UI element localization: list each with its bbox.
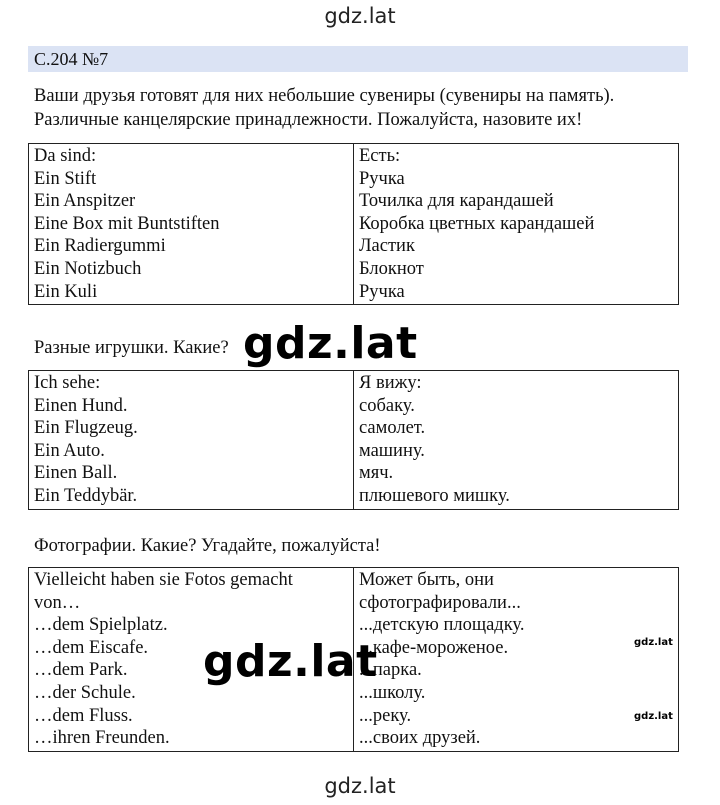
german-cell: Da sind: — [34, 146, 97, 166]
russian-cell: Коробка цветных карандашей — [359, 213, 595, 234]
german-cell: Ich sehe: — [34, 373, 101, 393]
intro-line-2: Различные канцелярские принадлежности. Пожалуйста, назовите их! — [34, 110, 583, 130]
photos-label: Фотографии. Какие? Угадайте, пожалуйста! — [34, 536, 381, 556]
german-cell: …dem Park. — [34, 660, 128, 681]
russian-cell: мяч. — [359, 463, 394, 484]
exercise-title: С.204 №7 — [34, 49, 109, 69]
intro-line-1: Ваши друзья готовят для них небольшие сувениры (сувениры на память). — [34, 86, 615, 106]
watermark-big-2: gdz.lat — [203, 636, 378, 687]
russian-cell: ...реку. — [359, 705, 412, 726]
watermark-small-2: gdz.lat — [634, 711, 673, 722]
german-column — [29, 144, 354, 305]
toys-table — [28, 370, 679, 510]
german-cell: Eine Box mit Buntstiften — [34, 213, 220, 234]
russian-cell: самолет. — [359, 418, 426, 439]
russian-cell: Я вижу: — [359, 373, 422, 393]
russian-cell: Точилка для карандашей — [359, 191, 554, 212]
german-cell: Ein Radiergummi — [34, 236, 166, 257]
german-cell: Vielleicht haben sie Fotos gemacht — [34, 570, 293, 590]
exercise-header — [28, 46, 688, 72]
german-cell: Einen Hund. — [34, 395, 128, 416]
german-cell: …der Schule. — [34, 682, 136, 703]
watermark-small-1: gdz.lat — [634, 637, 673, 648]
russian-cell: Ручка — [359, 168, 405, 189]
watermark-top: gdz.lat — [324, 4, 396, 28]
german-cell: Ein Flugzeug. — [34, 418, 138, 439]
russian-cell: ...детскую площадку. — [359, 615, 525, 636]
russian-cell: Блокнот — [359, 258, 424, 279]
russian-cell: Может быть, они — [359, 570, 494, 590]
table-row — [29, 144, 679, 305]
german-cell: …dem Fluss. — [34, 705, 133, 726]
russian-cell: сфотографировали... — [359, 592, 521, 613]
toys-label: Разные игрушки. Какие? — [34, 338, 229, 358]
watermark-big-1: gdz.lat — [243, 318, 418, 369]
russian-cell: ...парка. — [359, 660, 422, 681]
russian-cell: ...своих друзей. — [359, 728, 481, 749]
russian-cell: Есть: — [359, 146, 401, 166]
german-cell: Ein Auto. — [34, 440, 105, 461]
stationery-table — [28, 143, 679, 305]
russian-cell: машину. — [359, 440, 425, 461]
german-cell: Ein Notizbuch — [34, 258, 142, 279]
german-cell: Ein Kuli — [34, 281, 98, 302]
german-cell: …dem Eiscafe. — [34, 637, 149, 658]
russian-column — [354, 568, 679, 752]
german-cell: Ein Teddybär. — [34, 485, 138, 506]
german-cell: Ein Stift — [34, 168, 97, 189]
german-cell: Einen Ball. — [34, 463, 118, 484]
russian-cell: собаку. — [359, 395, 415, 416]
russian-column — [354, 144, 679, 305]
watermark-bottom: gdz.lat — [324, 774, 396, 798]
table-row — [29, 371, 679, 510]
russian-cell: ...кафе-мороженое. — [359, 637, 509, 658]
russian-column — [354, 371, 679, 510]
russian-cell: ...школу. — [359, 682, 426, 703]
russian-cell: плюшевого мишку. — [359, 485, 510, 506]
russian-cell: Ручка — [359, 281, 405, 302]
german-cell: …dem Spielplatz. — [34, 615, 168, 636]
german-column — [29, 371, 354, 510]
russian-cell: Ластик — [359, 236, 415, 257]
german-cell: …ihren Freunden. — [34, 728, 170, 749]
german-cell: Ein Anspitzer — [34, 191, 136, 212]
german-cell: von… — [34, 592, 81, 613]
